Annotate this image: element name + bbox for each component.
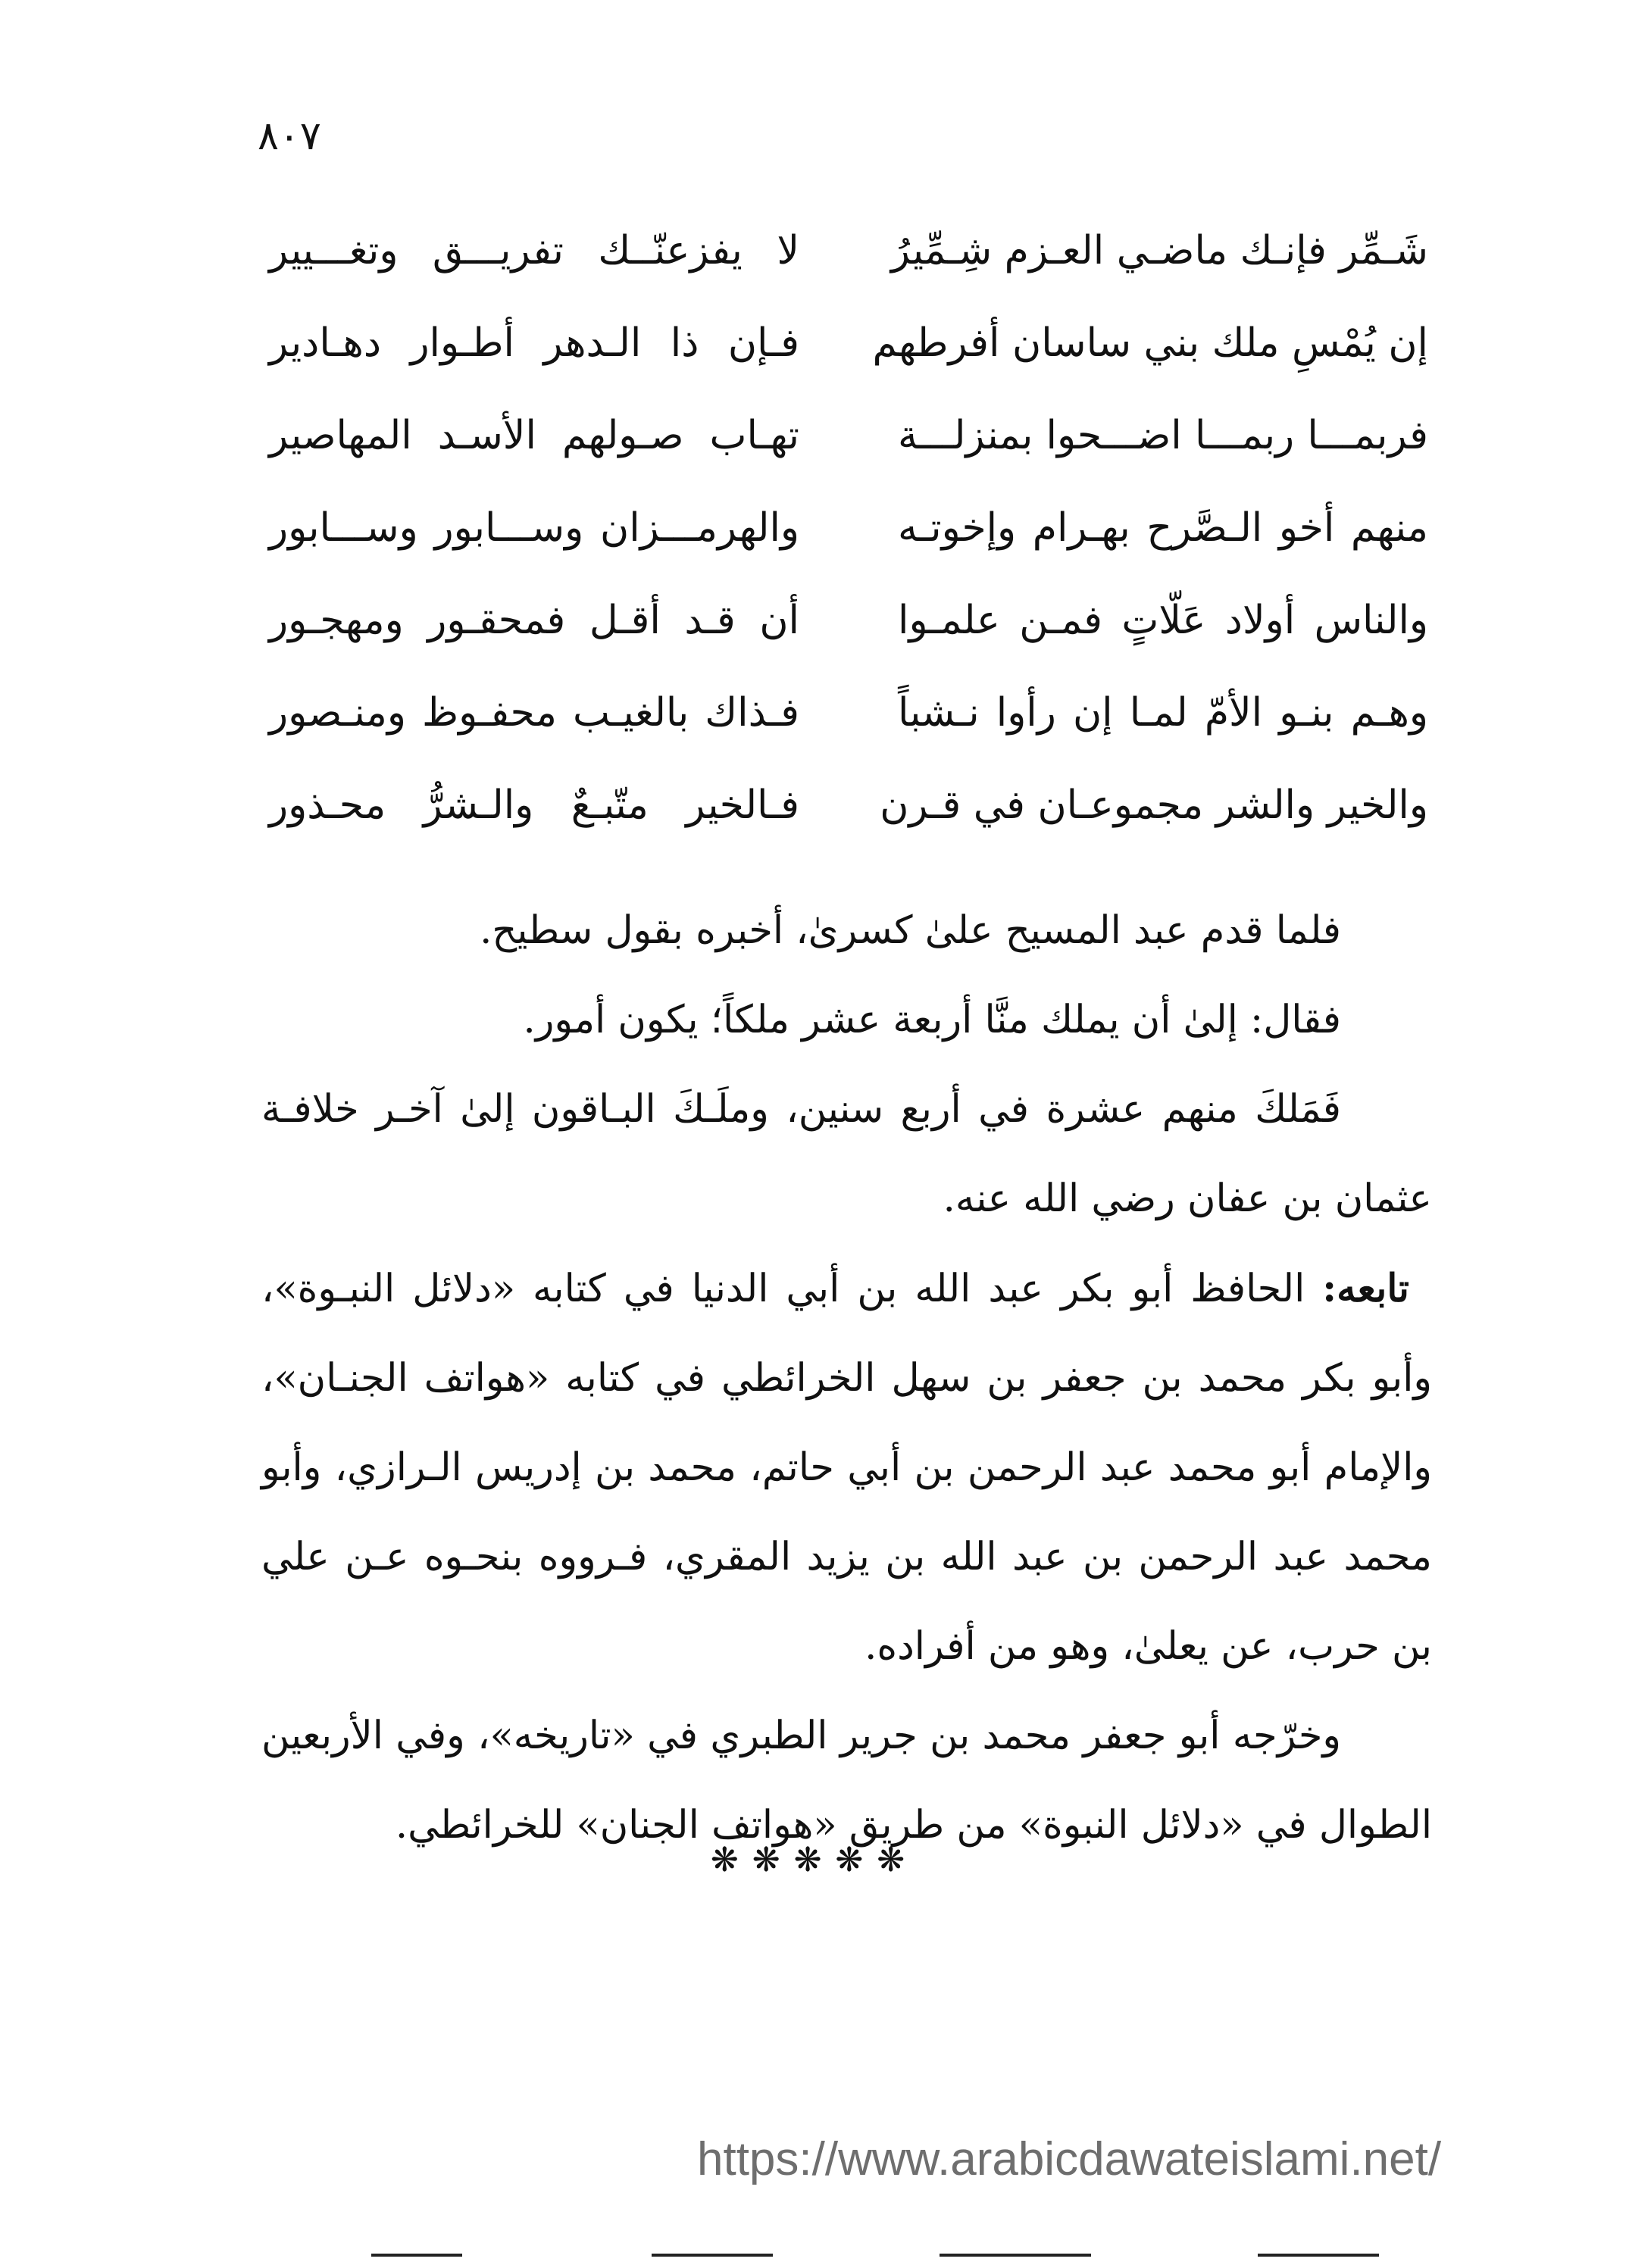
prose-body (261, 886, 1432, 1870)
verse-second-hemistich: أن قـد أقـل فمحقـور ومهجـور (269, 598, 799, 643)
verse (269, 297, 1428, 389)
footer-rule (1258, 2254, 1379, 2257)
verse-first-hemistich: منهم أخو الـصَّرح بهـرام وإخوتـه (898, 505, 1428, 551)
paragraph (261, 976, 1432, 1065)
verse-second-hemistich: تهـاب صـولهم الأسـد المهاصير (269, 413, 799, 458)
footer-rule (652, 2254, 773, 2257)
verse-first-hemistich: والخير والشر مجموعـان في قـرن (880, 783, 1428, 828)
verse-first-hemistich: فربمـــا ربمـــا اضـــحوا بمنزلـــة (898, 413, 1428, 458)
paragraph (261, 1065, 1432, 1244)
verse-first-hemistich: وهـم بنـو الأمّ لمـا إن رأوا نـشباً (898, 690, 1428, 736)
watermark-url: https://www.arabicdawateislami.net/ (697, 2133, 1442, 2185)
paragraph-text: وخرّجه أبو جعفر محمد بن جرير الطبري في «تاريخه»، وفي الأربعين الطوال في «دلائل النبوة» من طريق «هواتف الجنان» للخرائطي. (261, 1713, 1432, 1848)
verse-first-hemistich: إن يُمْسِ ملك بني ساسان أفرطهم (872, 320, 1428, 366)
verse-second-hemistich: والهرمـــزان وســـابور وســـابور (269, 505, 799, 551)
footer-rule (940, 2254, 1091, 2257)
verse (269, 205, 1428, 297)
paragraph-text: فلما قدم عبد المسيح علىٰ كسرىٰ، أخبره بقول سطيح. (480, 908, 1341, 953)
verse-second-hemistich: لا يفزعنّــك تفريـــق وتغـــيير (269, 228, 799, 273)
paragraph-lead-word: تابعه: (1322, 1266, 1409, 1311)
footer-rule (371, 2254, 462, 2257)
verse (269, 389, 1428, 482)
paragraph-text: الحافظ أبو بكر عبد الله بن أبي الدنيا في كتابه «دلائل النبـوة»، وأبو بكر محمد بن جعفر بن سهل الخرائطي في كتابه «هواتف الجنـان»، والإمام أبو محمد عبد الرحمن بن أبي حاتم، محمد بن إدريس الـرازي، وأبو محمد عبد الرحمن بن عبد الله بن يزيد المقري، فـرووه بنحـوه عـن علي بن حرب، عن يعلىٰ، وهو من أفراده. (261, 1267, 1432, 1669)
paragraph-text: فَمَلكَ منهم عشرة في أربع سنين، وملَـكَ البـاقون إلىٰ آخـر خلافـة عثمان بن عفان رضي الله عنه. (261, 1087, 1432, 1221)
verse (269, 667, 1428, 759)
paragraph (261, 1244, 1432, 1692)
verse-second-hemistich: فـالخير متّبـعٌ والـشرُّ محـذور (269, 783, 799, 828)
verse-second-hemistich: فـذاك بالغيـب محفـوظ ومنـصور (269, 690, 799, 736)
verse-first-hemistich: والناس أولاد عَلّاتٍ فمـن علمـوا (898, 598, 1428, 643)
verse-first-hemistich: شَـمِّر فإنـك ماضـي العـزم شِـمِّيرُ (890, 228, 1428, 273)
verse (269, 759, 1428, 851)
section-separator: ❋❋❋❋❋ (710, 1841, 919, 1879)
paragraph (261, 886, 1432, 976)
poem (269, 205, 1428, 851)
page-number: ٨٠٧ (258, 114, 321, 159)
verse (269, 482, 1428, 574)
verse-second-hemistich: فـإن ذا الـدهر أطـوار دهـادير (269, 320, 799, 366)
paragraph-text: فقال: إلىٰ أن يملك منَّا أربعة عشر ملكاً؛ يكون أمور. (523, 998, 1341, 1042)
verse (269, 574, 1428, 667)
